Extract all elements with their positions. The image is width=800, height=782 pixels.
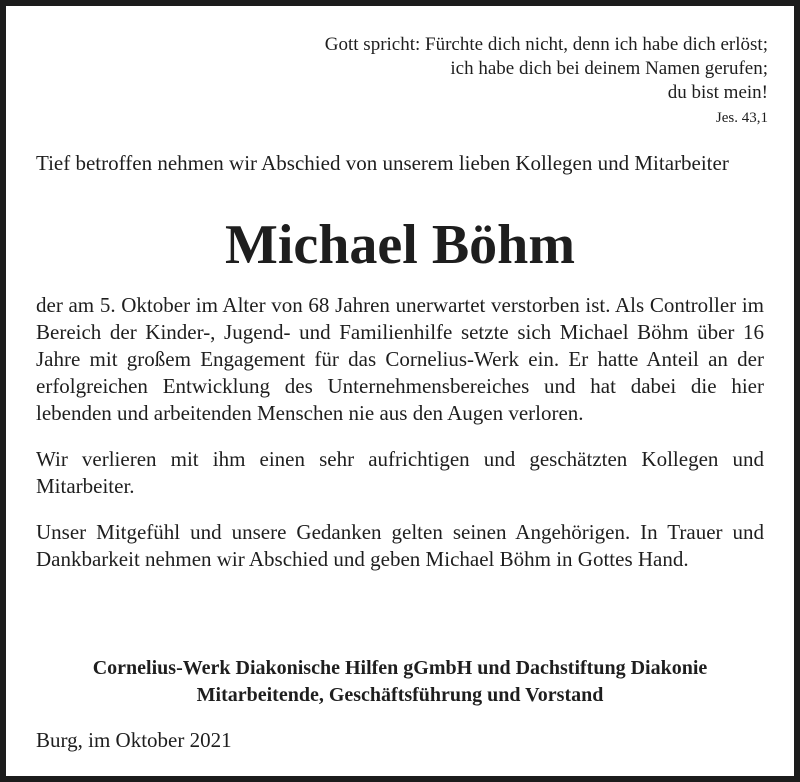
- bible-verse: [208, 33, 768, 129]
- body-paragraph: Unser Mitgefühl und unsere Gedanken gelten seinen Angehörigen. In Trauer und Dankbarkeit nehmen wir Abschied und geben Michael Böhm in Gottes Hand.: [36, 520, 764, 571]
- body-paragraph: Wir verlieren mit ihm einen sehr aufrichtigen und geschätzten Kollegen und Mitarbeiter.: [36, 447, 764, 498]
- verse-line: ich habe dich bei deinem Namen gerufen;: [450, 58, 768, 79]
- place-and-date: Burg, im Oktober 2021: [36, 728, 232, 752]
- verse-line: Gott spricht: Fürchte dich nicht, denn ich habe dich erlöst;: [324, 34, 768, 55]
- signature-organization: Cornelius-Werk Diakonische Hilfen gGmbH und Dachstiftung Diakonie: [92, 657, 708, 679]
- notice-content: [36, 6, 768, 776]
- verse-line: du bist mein!: [667, 82, 768, 103]
- intro-text: Tief betroffen nehmen wir Abschied von unserem lieben Kollegen und Mitarbeiter: [36, 151, 729, 175]
- signature-signatories: Mitarbeitende, Geschäftsführung und Vorstand: [196, 684, 604, 706]
- signature-block: [30, 655, 770, 709]
- notice-body: [36, 292, 764, 590]
- deceased-name: Michael Böhm: [225, 214, 575, 276]
- verse-reference: Jes. 43,1: [715, 110, 768, 126]
- body-paragraph: der am 5. Oktober im Alter von 68 Jahren unerwartet verstorben ist. Als Controller im Bereich der Kinder-, Jugend- und Familienhilfe setzte sich Michael Böhm über 16 Jahre mit großem Engagement für das Cornelius-Werk ein. Er hatte Anteil an der erfolgreichen Entwicklung des Unternehmensbereiches und hat dabei die hier lebenden und arbeitenden Menschen nie aus den Augen verloren.: [36, 293, 764, 425]
